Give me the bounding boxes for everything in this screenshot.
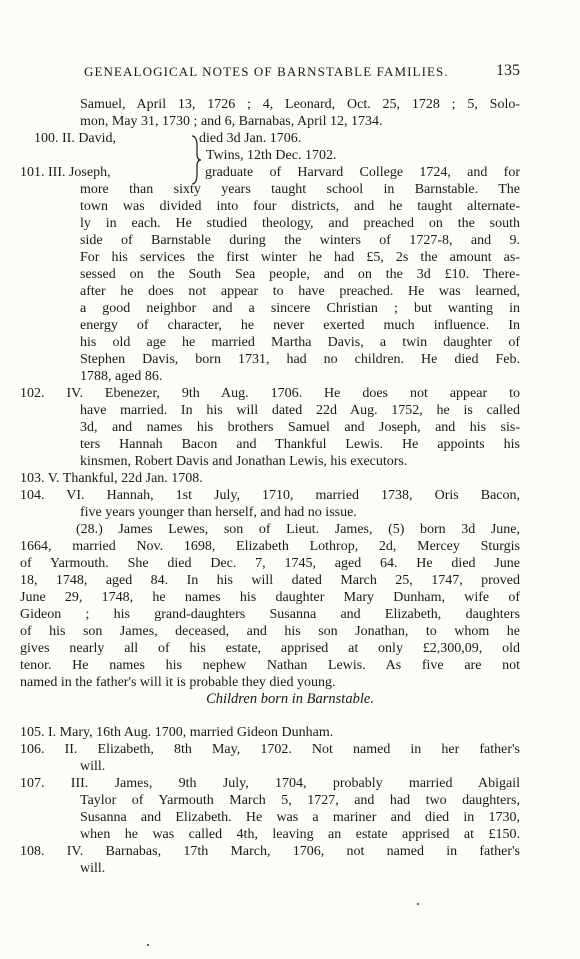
entry-ebenezer: 102. IV. Ebenezer, 9th Aug. 1706. He does not appear to — [20, 386, 520, 401]
text-line: town was divided into four districts, and he taught alternate- — [80, 199, 520, 214]
text-line: a good neighbor and a sincere Christian ; but wanting in — [80, 301, 520, 316]
text-line: June 29, 1748, he names his daughter Mary Dunham, wife of — [20, 590, 520, 605]
text-line: Stephen Davis, born 1731, had no children. He died Feb. — [80, 352, 520, 367]
text-line: For his services the first winter he had £5, 2s the amount as- — [80, 250, 520, 265]
entry-james: 107. III. James, 9th July, 1704, probably married Abigail — [20, 776, 520, 791]
text-line: of his son James, deceased, and his son Jonathan, to whom he — [20, 624, 520, 639]
text-line: kinsmen, Robert Davis and Jonathan Lewis, his executors. — [80, 454, 408, 469]
text-line: mon, May 31, 1730 ; and 6, Barnabas, April 12, 1734. — [80, 114, 383, 129]
brace-icon — [190, 134, 202, 186]
text-line: energy of character, he never exerted much influence. In — [80, 318, 520, 333]
text-line: 1788, aged 86. — [80, 369, 163, 384]
text-line: ly in each. He studied theology, and preached on the south — [80, 216, 520, 231]
text-line: his old age he married Martha Davis, a twin daughter of — [80, 335, 520, 350]
entry-mary: 105. I. Mary, 16th Aug. 1700, married Gideon Dunham. — [20, 725, 334, 740]
entry-hannah: 104. VI. Hannah, 1st July, 1710, married 1738, Oris Bacon, — [20, 488, 520, 503]
section-james-lewes: (28.) James Lewes, son of Lieut. James, (5) born 3d June, — [76, 522, 520, 537]
entry-elizabeth: 106. II. Elizabeth, 8th May, 1702. Not named in her father's — [20, 742, 520, 757]
text-line: Gideon ; his grand-daughters Susanna and Elizabeth, daughters — [20, 607, 520, 622]
text-line: have married. In his will dated 22d Aug. 1752, he is called — [80, 403, 520, 418]
text-line: graduate of Harvard College 1724, and for — [205, 165, 520, 180]
text-line: ters Hannah Bacon and Thankful Lewis. He appoints his — [80, 437, 520, 452]
text-line: 18, 1748, aged 84. In his will dated March 25, 1747, proved — [20, 573, 520, 588]
text-line: after he does not appear to have preached. He was learned, — [80, 284, 520, 299]
text-line: died 3d Jan. 1706. — [199, 131, 302, 146]
text-line: of Yarmouth. She died Dec. 7, 1745, aged 64. He died June — [20, 556, 520, 571]
running-header — [84, 64, 520, 80]
text-line: tenor. He names his nephew Nathan Lewis. As five are not — [20, 658, 520, 673]
text-line: Susanna and Elizabeth. He was a mariner and died in 1730, — [80, 810, 520, 825]
running-title: GENEALOGICAL NOTES OF BARNSTABLE FAMILIES. — [84, 64, 449, 79]
text-line: named in the father's will it is probable they died young. — [20, 675, 336, 690]
text-line: 1664, married Nov. 1698, Elizabeth Lothrop, 2d, Mercey Sturgis — [20, 539, 520, 554]
ink-speck — [417, 903, 419, 905]
text-line: gives nearly all of his estate, apprised at only £2,300,09, old — [20, 641, 520, 656]
text-line: five years younger than herself, and had no issue. — [80, 505, 357, 520]
text-line: will. — [80, 861, 106, 876]
entry-number-david: 100. II. David, — [34, 131, 117, 146]
text-line: will. — [80, 759, 106, 774]
entry-thankful: 103. V. Thankful, 22d Jan. 1708. — [20, 471, 203, 486]
section-caption: Children born in Barnstable. — [206, 691, 374, 707]
text-line: Taylor of Yarmouth March 5, 1727, and had two daughters, — [80, 793, 520, 808]
text-line: Samuel, April 13, 1726 ; 4, Leonard, Oct. 25, 1728 ; 5, Solo- — [80, 97, 520, 112]
page-number: 135 — [496, 62, 520, 79]
entry-number-joseph: 101. III. Joseph, — [20, 165, 111, 180]
text-line: when he was called 4th, leaving an estate apprised at £150. — [80, 827, 520, 842]
text-line: side of Barnstable during the winters of 1727-8, and 9. — [80, 233, 520, 248]
text-line: more than sixty years taught school in Barnstable. The — [80, 182, 520, 197]
text-line: sessed on the South Sea people, and on the 3d £10. There- — [80, 267, 520, 282]
text-line: 3d, and names his brothers Samuel and Joseph, and his sis- — [80, 420, 520, 435]
entry-barnabas: 108. IV. Barnabas, 17th March, 1706, not named in father's — [20, 844, 520, 859]
ink-speck — [147, 944, 149, 946]
text-line: Twins, 12th Dec. 1702. — [206, 148, 337, 163]
